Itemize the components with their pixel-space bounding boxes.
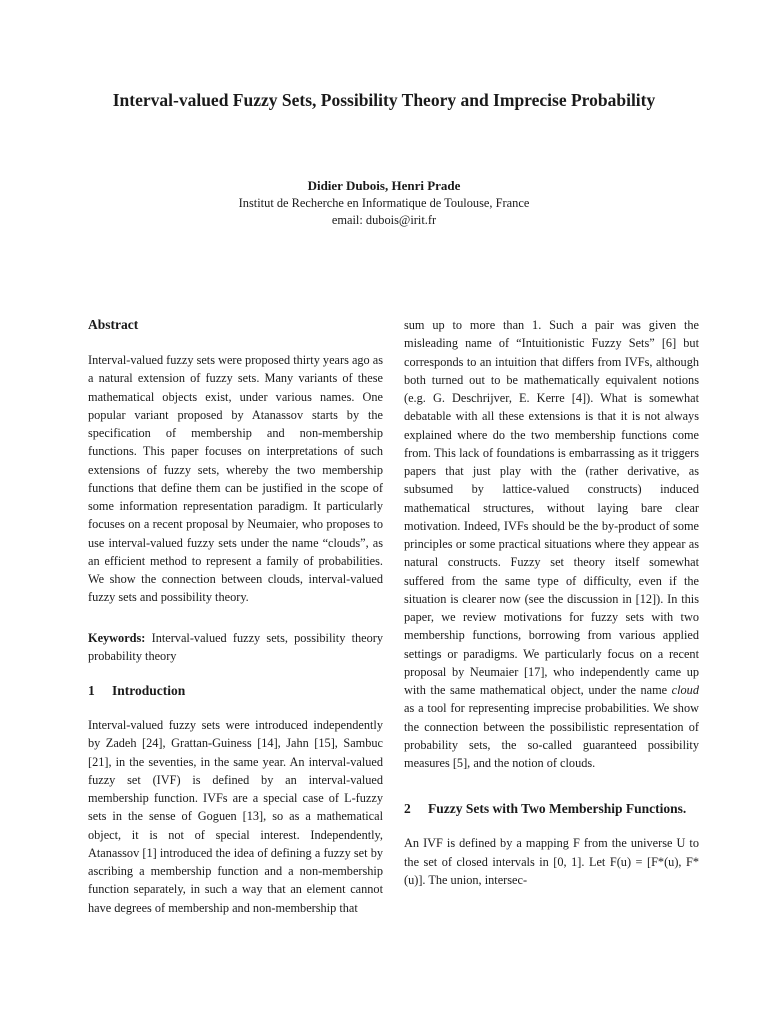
section-1-number: 1 (88, 683, 95, 698)
section-1-paragraph-continued (404, 316, 699, 772)
keywords-text: Interval-valued fuzzy sets, possibility theory probability theory (88, 630, 383, 663)
author-email: email: dubois@irit.fr (331, 213, 437, 227)
abstract-text: Interval-valued fuzzy sets were proposed thirty years ago as a natural extension of fuzzy sets. Many variants of these mathematical objects exist, under various names. One popular variant proposed by Atanassov starts by the specification of membership and non-membership functions. This paper focuses on interpretations of such extensions of fuzzy sets, whereby the two membership functions that define them can be justified in the scope of some information representation paradigm. It particularly focuses on a recent proposal by Neumaier, who proposes to use interval-valued fuzzy sets under the name “clouds”, as an efficient method to represent a family of probabilities. We show the connection between clouds, interval-valued fuzzy sets and possibility theory. (88, 353, 384, 605)
section-1-continued-text: sum up to more than 1. Such a pair was given the misleading name of “Intuitionistic Fuzzy Sets” [6] but corresponds to an intuition that differs from IVFs, although both turned out to be mathematically equivalent notions (e.g. G. Deschrijver, E. Kerre [4]). What is somewhat debatable with all these extensions is that it is not always explained where do the two membership functions come from. This lack of foundations is embarrassing as it triggers papers that just play with the (rather derivative, as subsumed by lattice-valued constructs) induced mathematical structures, without laying bare clear motivation. Indeed, IVFs should be the by-product of some principles or some practical situations where they appear as natural constructs. Fuzzy set theory itself somewhat suffered from the same type of difficulty, even if the situation is clearer now (see the discussion in [12]). In this paper, we review motivations for fuzzy sets with two membership functions, borrowing from various applied settings or paradigms. We particularly focus on a recent proposal by Neumaier [17], who independently came up with the same mathematical object, under the name (404, 318, 699, 697)
section-1-end-text: as a tool for representing imprecise probabilities. We show the connection between the possibilistic representation of probability sets, the so-called guaranteed possibility measures [5], and the notion of clouds. (404, 701, 699, 770)
section-2-number: 2 (404, 801, 411, 817)
keywords-label: Keywords: (88, 630, 146, 645)
section-1-paragraph: Interval-valued fuzzy sets were introduced independently by Zadeh [24], Grattan-Guiness [14], Jahn [15], Sambuc [21], in the seventies, in the same year. An interval-valued fuzzy set (IVF) is defined by an interval-valued membership function. IVFs are a special case of L-fuzzy sets in the sense of Goguen [13], so as a mathematical object, it is not of special interest. Independently, Atanassov [1] introduced the idea of defining a fuzzy set by ascribing a membership function and a non-membership function separately, in such a way that an element cannot have degrees of membership and non-membership that (88, 718, 383, 915)
author-affiliation: Institut de Recherche en Informatique de Toulouse, France (238, 196, 530, 210)
paper-authors: Didier Dubois, Henri Prade (307, 178, 461, 193)
abstract-heading: Abstract (88, 317, 139, 332)
paper-title: Interval-valued Fuzzy Sets, Possibility Theory and Imprecise Probability (112, 90, 656, 110)
left-column (88, 316, 383, 917)
section-2-heading (404, 800, 699, 818)
section-2-paragraph: An IVF is defined by a mapping F from the universe U to the set of closed intervals in [0, 1]. Let F(u) = [F*(u), F*(u)]. The union, intersec- (404, 836, 699, 887)
section-2-title: Fuzzy Sets with Two Membership Functions. (428, 801, 687, 817)
section-1-title: Introduction (112, 683, 186, 698)
keywords (88, 629, 383, 666)
right-column (404, 316, 699, 889)
cloud-term: cloud (671, 683, 699, 697)
section-1-heading (88, 682, 383, 700)
